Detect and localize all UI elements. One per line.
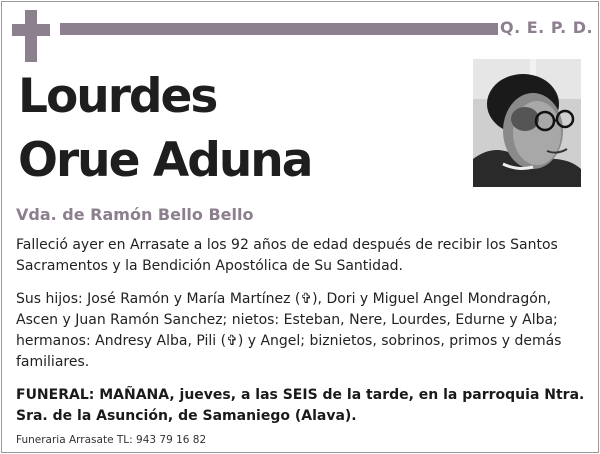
deceased-first-name: Lourdes: [18, 69, 217, 124]
portrait-photo: [473, 59, 581, 187]
widow-line: Vda. de Ramón Bello Bello: [16, 205, 254, 224]
funeral-home-footer: Funeraria Arrasate TL: 943 79 16 82: [16, 434, 207, 446]
death-notice-paragraph: Falleció ayer en Arrasate a los 92 años de edad después de recibir los Santos Sacramentos y la Bendición Apostólica de Su Santidad.: [16, 237, 558, 274]
qepd-label: Q. E. P. D.: [500, 18, 594, 37]
cross-icon: [12, 10, 50, 62]
deceased-surnames: Orue Aduna: [18, 133, 312, 188]
family-paragraph: Sus hijos: José Ramón y María Martínez (✞), Dori y Miguel Angel Mondragón, Ascen y Juan Ramón Sanchez; nietos: Esteban, Nere, Lourdes, Edurne y Alba; hermanos: Andresy Alba, Pili (✞) y Angel; biznietos, sobrinos, primos y demás familiares.: [16, 291, 562, 370]
funeral-paragraph: FUNERAL: MAÑANA, jueves, a las SEIS de la tarde, en la parroquia Ntra. Sra. de la Asunción, de Samaniego (Alava).: [16, 387, 585, 424]
header-rule: [60, 23, 498, 35]
